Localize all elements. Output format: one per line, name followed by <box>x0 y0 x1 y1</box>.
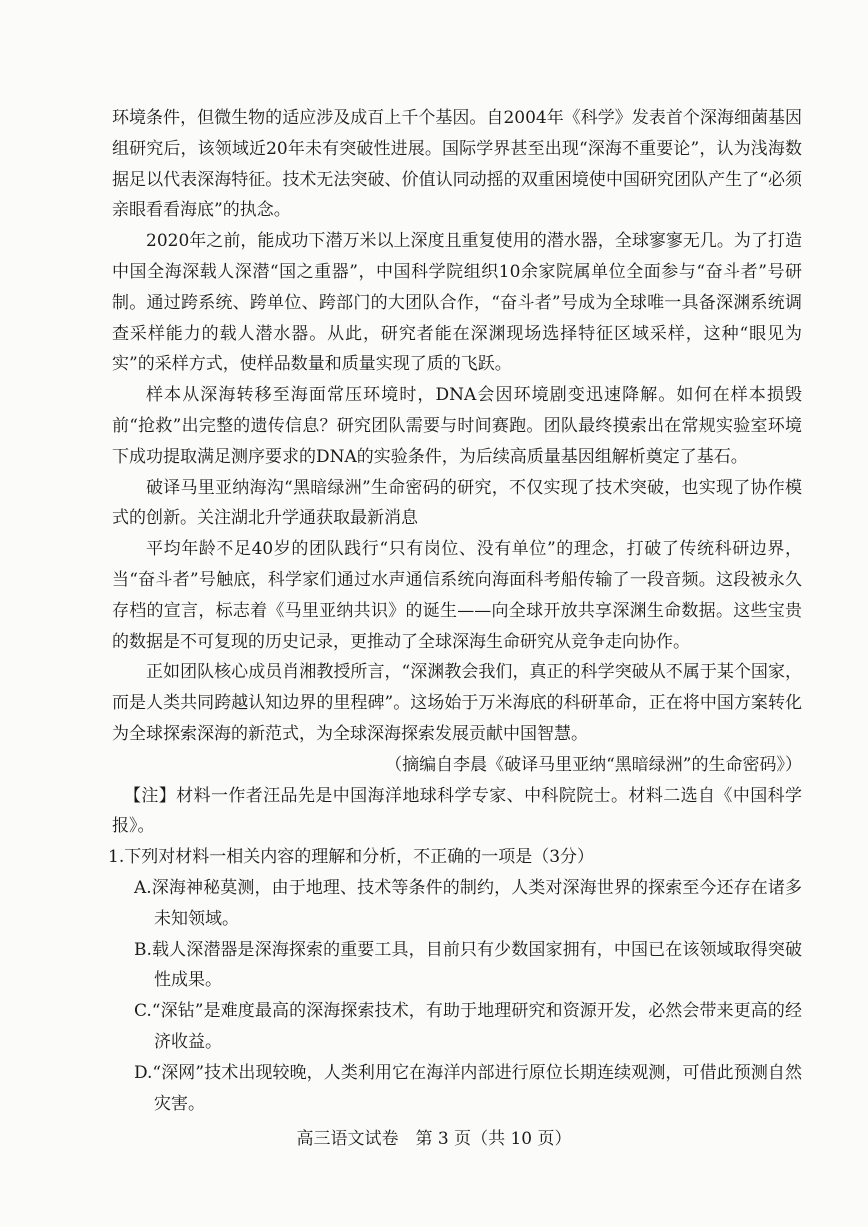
paragraph-6: 正如团队核心成员肖湘教授所言，“深渊教会我们，真正的科学突破从不属于某个国家，而是人类共同跨越认知边界的里程碑”。这场始于万米海底的科研革命，正在将中国方案转化为全球探索深海的新范式，为全球深海探索发展贡献中国智慧。 <box>112 662 802 744</box>
paragraph-4: 破译马里亚纳海沟“黑暗绿洲”生命密码的研究，不仅实现了技术突破，也实现了协作模式的创新。关注湖北升学通获取最新消息 <box>112 477 802 529</box>
paragraph-1: 环境条件，但微生物的适应涉及成百上千个基因。自2004年《科学》发表首个深海细菌基因组研究后，该领域近20年未有突破性进展。国际学界甚至出现“深海不重要论”，认为浅海数据足以代表深海特征。技术无法突破、价值认同动摇的双重困境使中国研究团队产生了“必须亲眼看看海底”的执念。 <box>112 108 802 221</box>
option-c: C.“深钻”是难度最高的深海探索技术，有助于地理研究和资源开发，必然会带来更高的经济收益。 <box>134 1001 802 1052</box>
page-footer: 高三语文试卷 第 3 页（共 10 页） <box>296 1129 572 1149</box>
paragraph-5: 平均年龄不足40岁的团队践行“只有岗位、没有单位”的理念，打破了传统科研边界，当“奋斗者”号触底，科学家们通过水声通信系统向海面科考船传输了一段音频。这段被永久存档的宣言，标志着《马里亚纳共识》的诞生——向全球开放共享深渊生命数据。这些宝贵的数据是不可复现的历史记录，更推动了全球深海生命研究从竞争走向协作。 <box>112 539 802 652</box>
option-d: D.“深网”技术出现较晚，人类利用它在海洋内部进行原位长期连续观测，可借此预测自然灾害。 <box>134 1062 802 1114</box>
option-b: B.载人深潜器是深海探索的重要工具，目前只有少数国家拥有，中国已在该领域取得突破性成果。 <box>134 939 802 991</box>
reading-material <box>108 103 802 1119</box>
question-stem: 1.下列对材料一相关内容的理解和分析，不正确的一项是（3分） <box>108 847 595 868</box>
option-a: A.深海神秘莫测，由于地理、技术等条件的制约，人类对深海世界的探索至今还存在诸多未知领域。 <box>134 877 802 929</box>
question-1 <box>108 842 802 1119</box>
material-note: 【注】材料一作者汪品先是中国海洋地球科学专家、中科院院士。材料二选自《中国科学报》。 <box>112 785 802 837</box>
paragraph-2: 2020年之前，能成功下潜万米以上深度且重复使用的潜水器，全球寥寥无几。为了打造中国全海深载人深潜“国之重器”，中国科学院组织10余家院属单位全面参与“奋斗者”号研制。通过跨系统、跨单位、跨部门的大团队合作，“奋斗者”号成为全球唯一具备深渊系统调查采样能力的载人潜水器。从此，研究者能在深渊现场选择特征区域采样，这种“眼见为实”的采样方式，使样品数量和质量实现了质的飞跃。 <box>112 231 802 375</box>
paragraph-3: 样本从深海转移至海面常压环境时，DNA会因环境剧变迅速降解。如何在样本损毁前“抢救”出完整的遗传信息？研究团队需要与时间赛跑。团队最终摸索出在常规实验室环境下成功提取满足测序要求的DNA的实验条件，为后续高质量基因组解析奠定了基石。 <box>112 385 802 467</box>
source-citation: （摘编自李晨《破译马里亚纳“黑暗绿洲”的生命密码》） <box>385 754 802 775</box>
